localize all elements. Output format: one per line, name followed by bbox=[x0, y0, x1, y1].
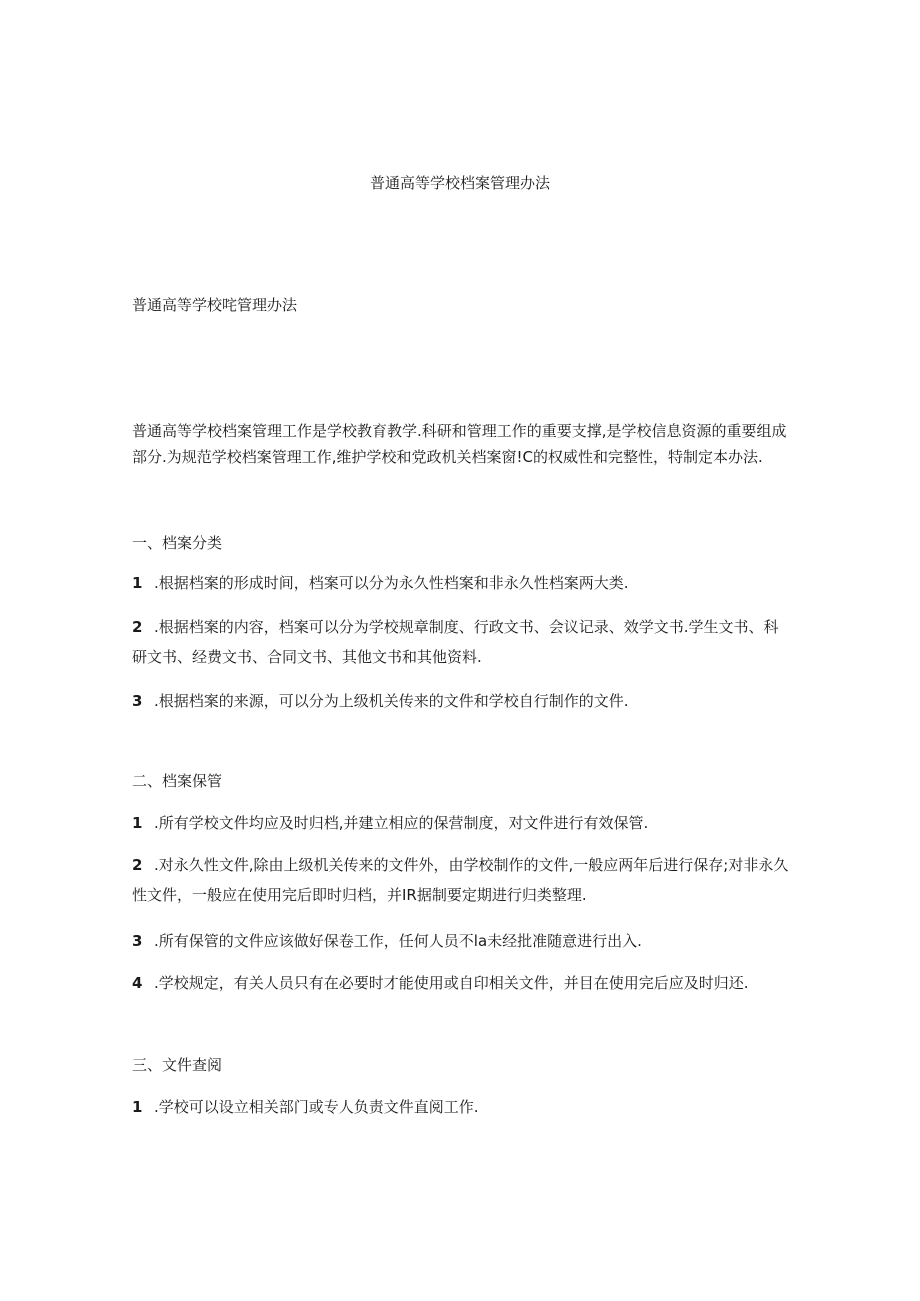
item-number: 3 bbox=[132, 692, 143, 710]
item-text: .学校规定，有关人员只有在必要时才能使用或自印相关文件，并目在使用完后应及时归还. bbox=[154, 974, 749, 992]
section-heading-lookup: 三、文件查阅 bbox=[132, 1056, 223, 1074]
list-item bbox=[132, 612, 792, 672]
list-item bbox=[132, 1092, 792, 1122]
item-number: 4 bbox=[132, 974, 143, 992]
list-item bbox=[132, 850, 792, 910]
document-subtitle: 普通高等学校咤管理办法 bbox=[132, 296, 298, 314]
list-item bbox=[132, 926, 792, 956]
list-item bbox=[132, 968, 792, 998]
item-number: 2 bbox=[132, 856, 143, 874]
item-text: .根据档案的来源，可以分为上级机关传来的文件和学校自行制作的文件. bbox=[154, 692, 629, 710]
item-text: .对永久性文件,除由上级机关传来的文件外，由学校制作的文件,一般应两年后进行保存;对非永久性文件，一般应在使用完后即时归档，并IR据制要定期进行归类整理. bbox=[132, 856, 789, 904]
item-text: .学校可以设立相关部门或专人负责文件直阅工作. bbox=[154, 1098, 479, 1116]
list-item bbox=[132, 686, 792, 716]
section-heading-storage: 二、档案保管 bbox=[132, 772, 223, 790]
item-text: .所有保管的文件应该做好保卷工作，任何人员不la未经批准随意进行出入. bbox=[154, 932, 642, 950]
item-number: 3 bbox=[132, 932, 143, 950]
item-number: 1 bbox=[132, 814, 143, 832]
list-item bbox=[132, 808, 792, 838]
intro-paragraph: 普通高等学校档案管理工作是学校教育教学.科研和管理工作的重要支撑,是学校信息资源的重要组成部分.为规范学校档案管理工作,维护学校和党政机关档案窗!C的权威性和完整性，特制定本办法. bbox=[132, 422, 787, 466]
document-title: 普通高等学校档案管理办法 bbox=[369, 174, 550, 192]
section-heading-classification: 一、档案分类 bbox=[132, 534, 223, 552]
item-number: 1 bbox=[132, 574, 143, 592]
item-text: .根据档案的内容，档案可以分为学校规章制度、行政文书、会议记录、效学文书.学生文书、科研文书、经费文书、合同文书、其他文书和其他资料. bbox=[132, 618, 779, 666]
item-text: .根据档案的形成时间，档案可以分为永久性档案和非永久性档案两大类. bbox=[154, 574, 629, 592]
item-number: 1 bbox=[132, 1098, 143, 1116]
item-text: .所有学校文件均应及时归档,并建立相应的保营制度，对文件进行有效保管. bbox=[154, 814, 649, 832]
list-item bbox=[132, 568, 792, 598]
item-number: 2 bbox=[132, 618, 143, 636]
